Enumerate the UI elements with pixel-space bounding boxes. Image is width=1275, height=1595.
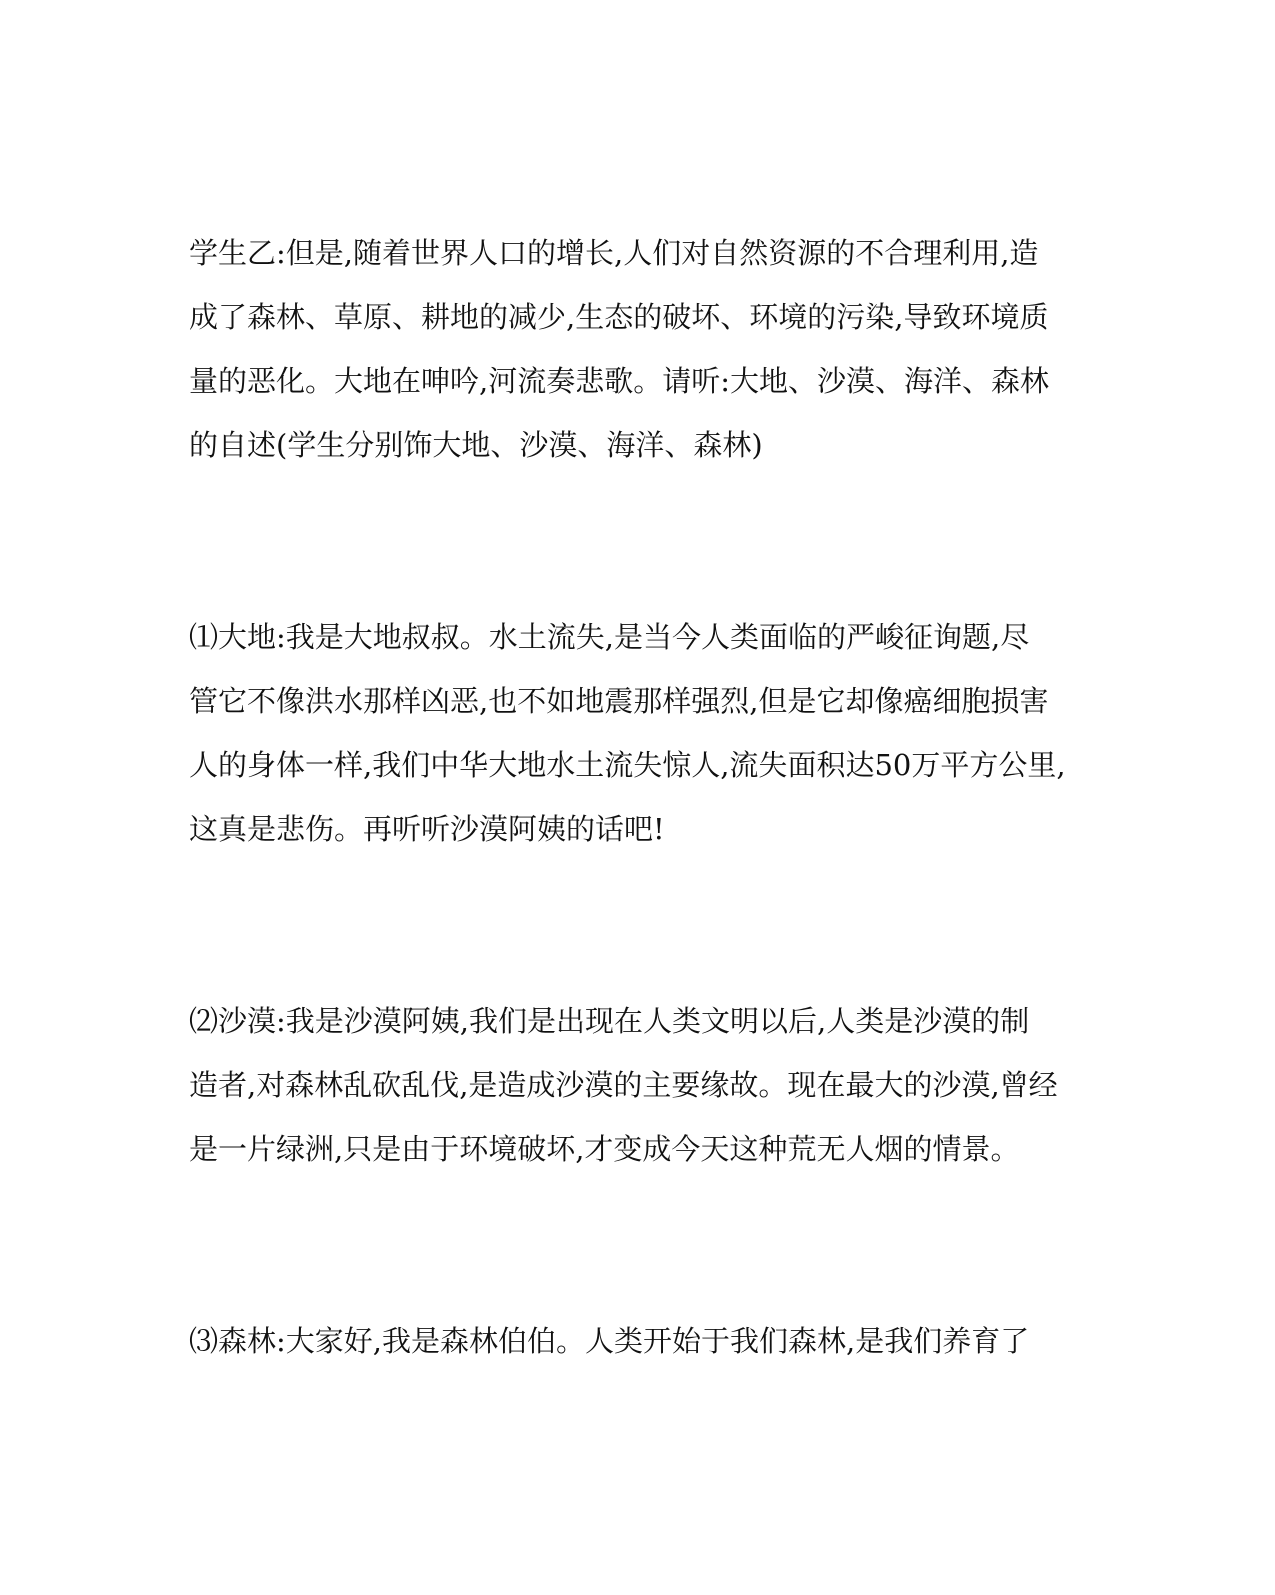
paragraph-student-b (189, 221, 1089, 477)
paragraph-desert (189, 989, 1089, 1181)
text-line: 量的恶化。大地在呻吟,河流奏悲歌。请听:大地、沙漠、海洋、森林 (189, 364, 1049, 398)
text-line: 学生乙:但是,随着世界人口的增长,人们对自然资源的不合理利用,造 (189, 236, 1039, 270)
text-line: 人的身体一样,我们中华大地水土流失惊人,流失面积达50万平方公里, (189, 748, 1066, 782)
paragraph-forest (189, 1309, 1089, 1373)
text-line: 是一片绿洲,只是由于环境破坏,才变成今天这种荒无人烟的情景。 (189, 1132, 1020, 1166)
text-line: ⑴大地:我是大地叔叔。水土流失,是当今人类面临的严峻征询题,尽 (189, 620, 1030, 654)
text-line: ⑶森林:大家好,我是森林伯伯。人类开始于我们森林,是我们养育了 (189, 1324, 1030, 1358)
text-line: ⑵沙漠:我是沙漠阿姨,我们是出现在人类文明以后,人类是沙漠的制 (189, 1004, 1030, 1038)
text-line: 这真是悲伤。再听听沙漠阿姨的话吧! (189, 812, 665, 846)
text-line: 管它不像洪水那样凶恶,也不如地震那样强烈,但是它却像癌细胞损害 (189, 684, 1049, 718)
text-line: 成了森林、草原、耕地的减少,生态的破坏、环境的污染,导致环境质 (189, 300, 1049, 334)
text-line: 的自述(学生分别饰大地、沙漠、海洋、森林) (189, 428, 763, 462)
paragraph-earth (189, 605, 1089, 861)
text-line: 造者,对森林乱砍乱伐,是造成沙漠的主要缘故。现在最大的沙漠,曾经 (189, 1068, 1058, 1102)
